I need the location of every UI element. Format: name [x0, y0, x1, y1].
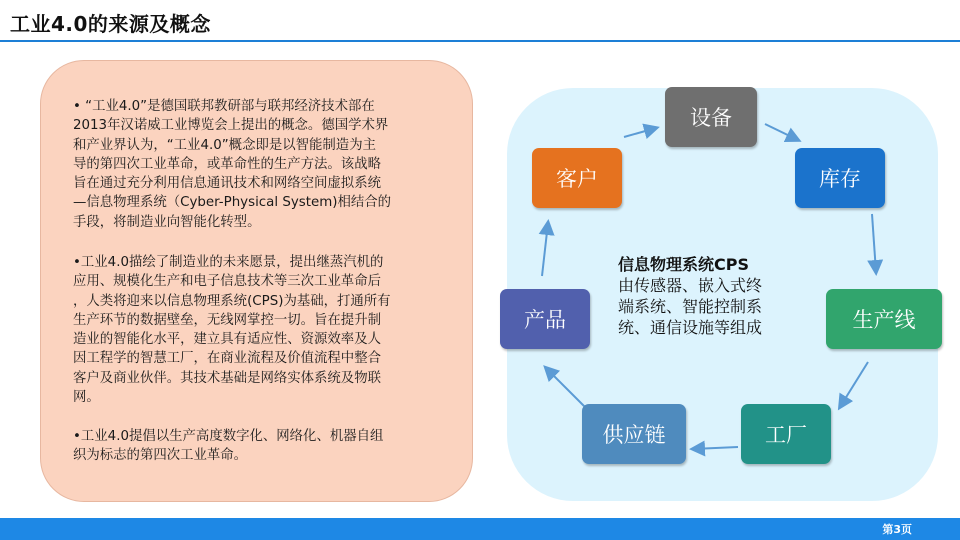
node-inventory: 库存: [795, 148, 885, 208]
arrow-line-to-factory: [840, 362, 868, 407]
page-number: 第3页: [882, 523, 912, 536]
node-supply-chain: 供应链: [582, 404, 686, 464]
cps-description: [618, 254, 798, 338]
footer-bar: [0, 518, 960, 540]
paragraph-origin: • “工业4.0”是德国联邦教研部与联邦经济技术部在 2013年汉诺威工业博览会上提出的概念。德国学术界 和产业界认为，“工业4.0”概念即是以智能制造为主 导的第四次工业革命，或革命性的生产方法。该战略 旨在通过充分利用信息通讯技术和网络空间虚拟系统 —信息物理系统（Cyber-Physical System)相结合的 手段，将制造业向智能化转型。: [73, 99, 392, 230]
cps-body: 由传感器、嵌入式终 端系统、智能控制系 统、通信设施等组成: [618, 276, 763, 337]
arrow-customer-to-equipment: [624, 128, 656, 137]
arrow-inventory-to-line: [872, 214, 876, 272]
node-customer: 客户: [532, 148, 622, 208]
paragraph-summary: •工业4.0提倡以生产高度数字化、网络化、机器自组 织为标志的第四次工业革命。: [73, 429, 384, 464]
node-product: 产品: [500, 289, 590, 349]
cps-title: 信息物理系统CPS: [618, 255, 749, 274]
node-equipment: 设备: [665, 87, 757, 147]
slide-title: 工业4.0的来源及概念: [10, 12, 211, 36]
node-factory: 工厂: [741, 404, 831, 464]
arrow-equipment-to-inventory: [765, 124, 798, 140]
arrow-supply-to-product: [546, 368, 586, 408]
arrow-factory-to-supply: [693, 447, 738, 449]
node-production-line: 生产线: [826, 289, 942, 349]
paragraph-vision: •工业4.0描绘了制造业的未来愿景，提出继蒸汽机的 应用、规模化生产和电子信息技术等三次工业革命后 ，人类将迎来以信息物理系统(CPS)为基础，打通所有 生产环节的数据壁垒，无线网掌控一切。旨在提升制 造业的智能化水平，建立具有适应性、资源效率及人 因工程学的智慧工厂，在商业流程及价值流程中整合 客户及商业伙伴。其技术基础是网络实体系统及物联 网。: [73, 255, 391, 406]
arrow-product-to-customer: [542, 223, 548, 276]
